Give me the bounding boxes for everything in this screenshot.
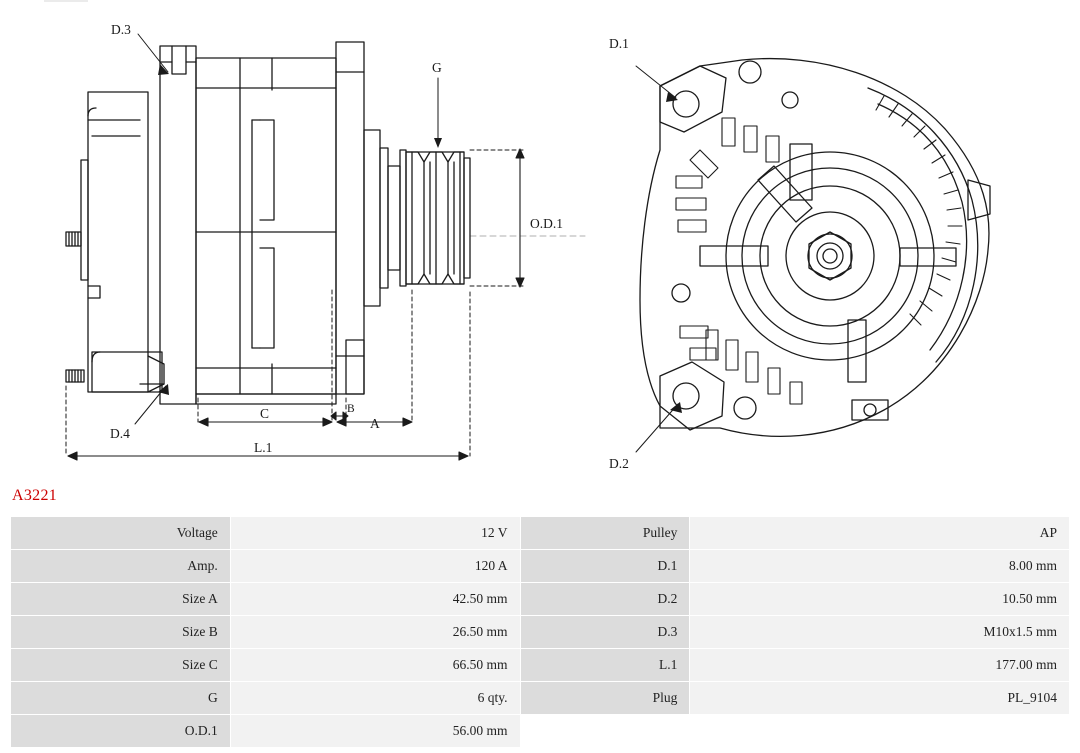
table-row [11, 517, 1070, 550]
front-view-alternator [636, 59, 990, 452]
spec-value: PL_9104 [690, 682, 1070, 715]
table-row [11, 649, 1070, 682]
label-g: G [432, 60, 442, 75]
spec-empty-cell [520, 715, 690, 748]
spec-value: 120 A [230, 550, 520, 583]
spec-value: 177.00 mm [690, 649, 1070, 682]
spec-label: Pulley [520, 517, 690, 550]
spec-value: 42.50 mm [230, 583, 520, 616]
spec-value: 26.50 mm [230, 616, 520, 649]
label-l1: L.1 [254, 440, 273, 455]
spec-label: Voltage [11, 517, 231, 550]
spec-label: Size A [11, 583, 231, 616]
spec-value: 8.00 mm [690, 550, 1070, 583]
spec-label: Size B [11, 616, 231, 649]
spec-label: D.1 [520, 550, 690, 583]
label-od1: O.D.1 [530, 216, 563, 231]
side-view-alternator [66, 34, 585, 460]
specifications-table [10, 516, 1070, 748]
table-row [11, 550, 1070, 583]
spec-label: G [11, 682, 231, 715]
spec-value: 66.50 mm [230, 649, 520, 682]
label-d3: D.3 [111, 22, 131, 37]
table-row [11, 715, 1070, 748]
spec-value: 10.50 mm [690, 583, 1070, 616]
spec-label: Amp. [11, 550, 231, 583]
spec-value: 6 qty. [230, 682, 520, 715]
part-number: A3221 [12, 487, 58, 504]
label-d1: D.1 [609, 36, 629, 51]
spec-label: O.D.1 [11, 715, 231, 748]
spec-value: AP [690, 517, 1070, 550]
label-c: C [260, 406, 270, 421]
label-b: B [347, 403, 355, 415]
table-row [11, 583, 1070, 616]
spec-label: L.1 [520, 649, 690, 682]
label-a: A [370, 416, 380, 431]
label-d2: D.2 [609, 456, 629, 471]
spec-value: 56.00 mm [230, 715, 520, 748]
table-row [11, 616, 1070, 649]
table-row [11, 682, 1070, 715]
spec-label: Plug [520, 682, 690, 715]
spec-label: D.3 [520, 616, 690, 649]
spec-empty-cell [690, 715, 1070, 748]
spec-value: 12 V [230, 517, 520, 550]
spec-label: Size C [11, 649, 231, 682]
label-d4: D.4 [110, 426, 130, 441]
spec-value: M10x1.5 mm [690, 616, 1070, 649]
spec-label: D.2 [520, 583, 690, 616]
